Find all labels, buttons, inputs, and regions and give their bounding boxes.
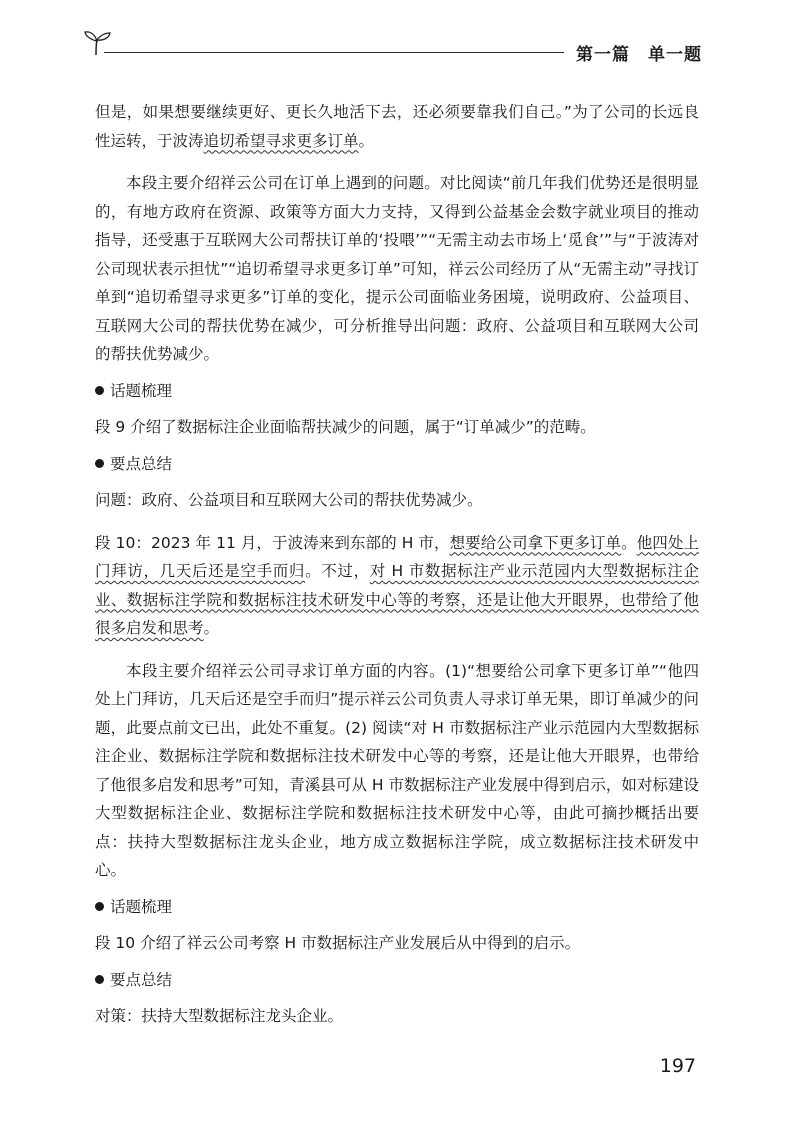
bullet-dot-icon: [95, 386, 104, 395]
chapter-title: 第一篇 单一题: [576, 45, 702, 65]
paragraph: 问题：政府、公益项目和互联网大公司的帮扶优势减少。: [95, 491, 483, 509]
underlined-text: 他四处上门拜访，几天后还是空手而归: [95, 533, 699, 580]
header-rule: [104, 52, 564, 53]
analysis-paragraph: 本段主要介绍祥云公司在订单上遇到的问题。对比阅读“前几年我们优势还是很明显的，有地方政府在资源、政策等方面大力支持，又得到公益基金会数字就业项目的推动指导，还受惠于互联网大公司帮扶订单的‘投喂’”“无需主动去市场上‘觅食’”与“于波涛对公司现状表示担忧”“追切希望寻求更多订单”可知，祥云公司经历了从“无需主动”寻找订单到“追切希望寻求更多”订单的变化，提示公司面临业务困境，说明政府、公益项目、互联网大公司的帮扶优势在减少，可分析推导出问题：政府、公益项目和互联网大公司的帮扶优势减少。: [95, 174, 699, 363]
section-heading: [95, 966, 699, 995]
text-span: 。不过，: [305, 562, 370, 580]
heading-label: 话题梳理: [110, 381, 173, 400]
page-number: 197: [659, 1055, 696, 1077]
section-heading: [95, 377, 699, 406]
sprout-icon: [82, 28, 112, 58]
heading-label: 话题梳理: [110, 897, 173, 916]
running-header: [82, 28, 702, 68]
underlined-text: 对 H 市数据标注产业示范园内大型数据标注企业、数据标注学院和数据标注技术研发中心等的考察，还是让他大开眼界，也带给了他很多启发和思考: [95, 562, 699, 637]
bullet-dot-icon: [95, 459, 104, 468]
paragraph: 段 9 介绍了数据标注企业面临帮扶减少的问题，属于“订单减少”的范畴。: [95, 418, 596, 436]
paragraph: [95, 98, 699, 155]
text-span: 。: [358, 131, 375, 150]
heading-label: 要点总结: [110, 454, 173, 473]
text-span: 。: [203, 619, 220, 637]
paragraph: 段 10 介绍了祥云公司考察 H 市数据标注产业发展后从中得到的启示。: [95, 934, 581, 952]
underlined-text: 追切希望寻求更多订单: [203, 131, 359, 150]
text-span: 但是，如果想要继续更好、更长久地活下去，还必须要靠我们自己。”为了公司的长远良性运转，于波涛: [95, 103, 699, 150]
bullet-dot-icon: [95, 975, 104, 984]
page-body: [95, 98, 699, 1031]
underlined-text: 想要给公司拿下更多订单: [449, 533, 622, 552]
heading-label: 要点总结: [110, 970, 173, 989]
section-heading: [95, 450, 699, 479]
source-paragraph: [95, 529, 699, 643]
text-span: 。: [621, 533, 637, 552]
section-heading: [95, 893, 699, 922]
bullet-dot-icon: [95, 902, 104, 911]
paragraph: 对策：扶持大型数据标注龙头企业。: [95, 1007, 344, 1025]
text-span: 段 10：2023 年 11 月，于波涛来到东部的 H 市，: [95, 533, 450, 552]
analysis-paragraph: 本段主要介绍祥云公司寻求订单方面的内容。(1)“想要给公司拿下更多订单”“他四处上门拜访，几天后还是空手而归”提示祥云公司负责人寻求订单无果，即订单减少的问题，此要点前文已出，此处不重复。(2) 阅读“对 H 市数据标注产业示范园内大型数据标注企业、数据标注学院和数据标注技术研发中心等的考察，还是让他大开眼界，也带给了他很多启发和思考”可知，青溪县可从 H 市数据标注产业发展中得到启示，如对标建设大型数据标注企业、数据标注学院和数据标注技术研发中心等，由此可摘抄概括出要点：扶持大型数据标注龙头企业，地方成立数据标注学院，成立数据标注技术研发中心。: [95, 661, 699, 879]
